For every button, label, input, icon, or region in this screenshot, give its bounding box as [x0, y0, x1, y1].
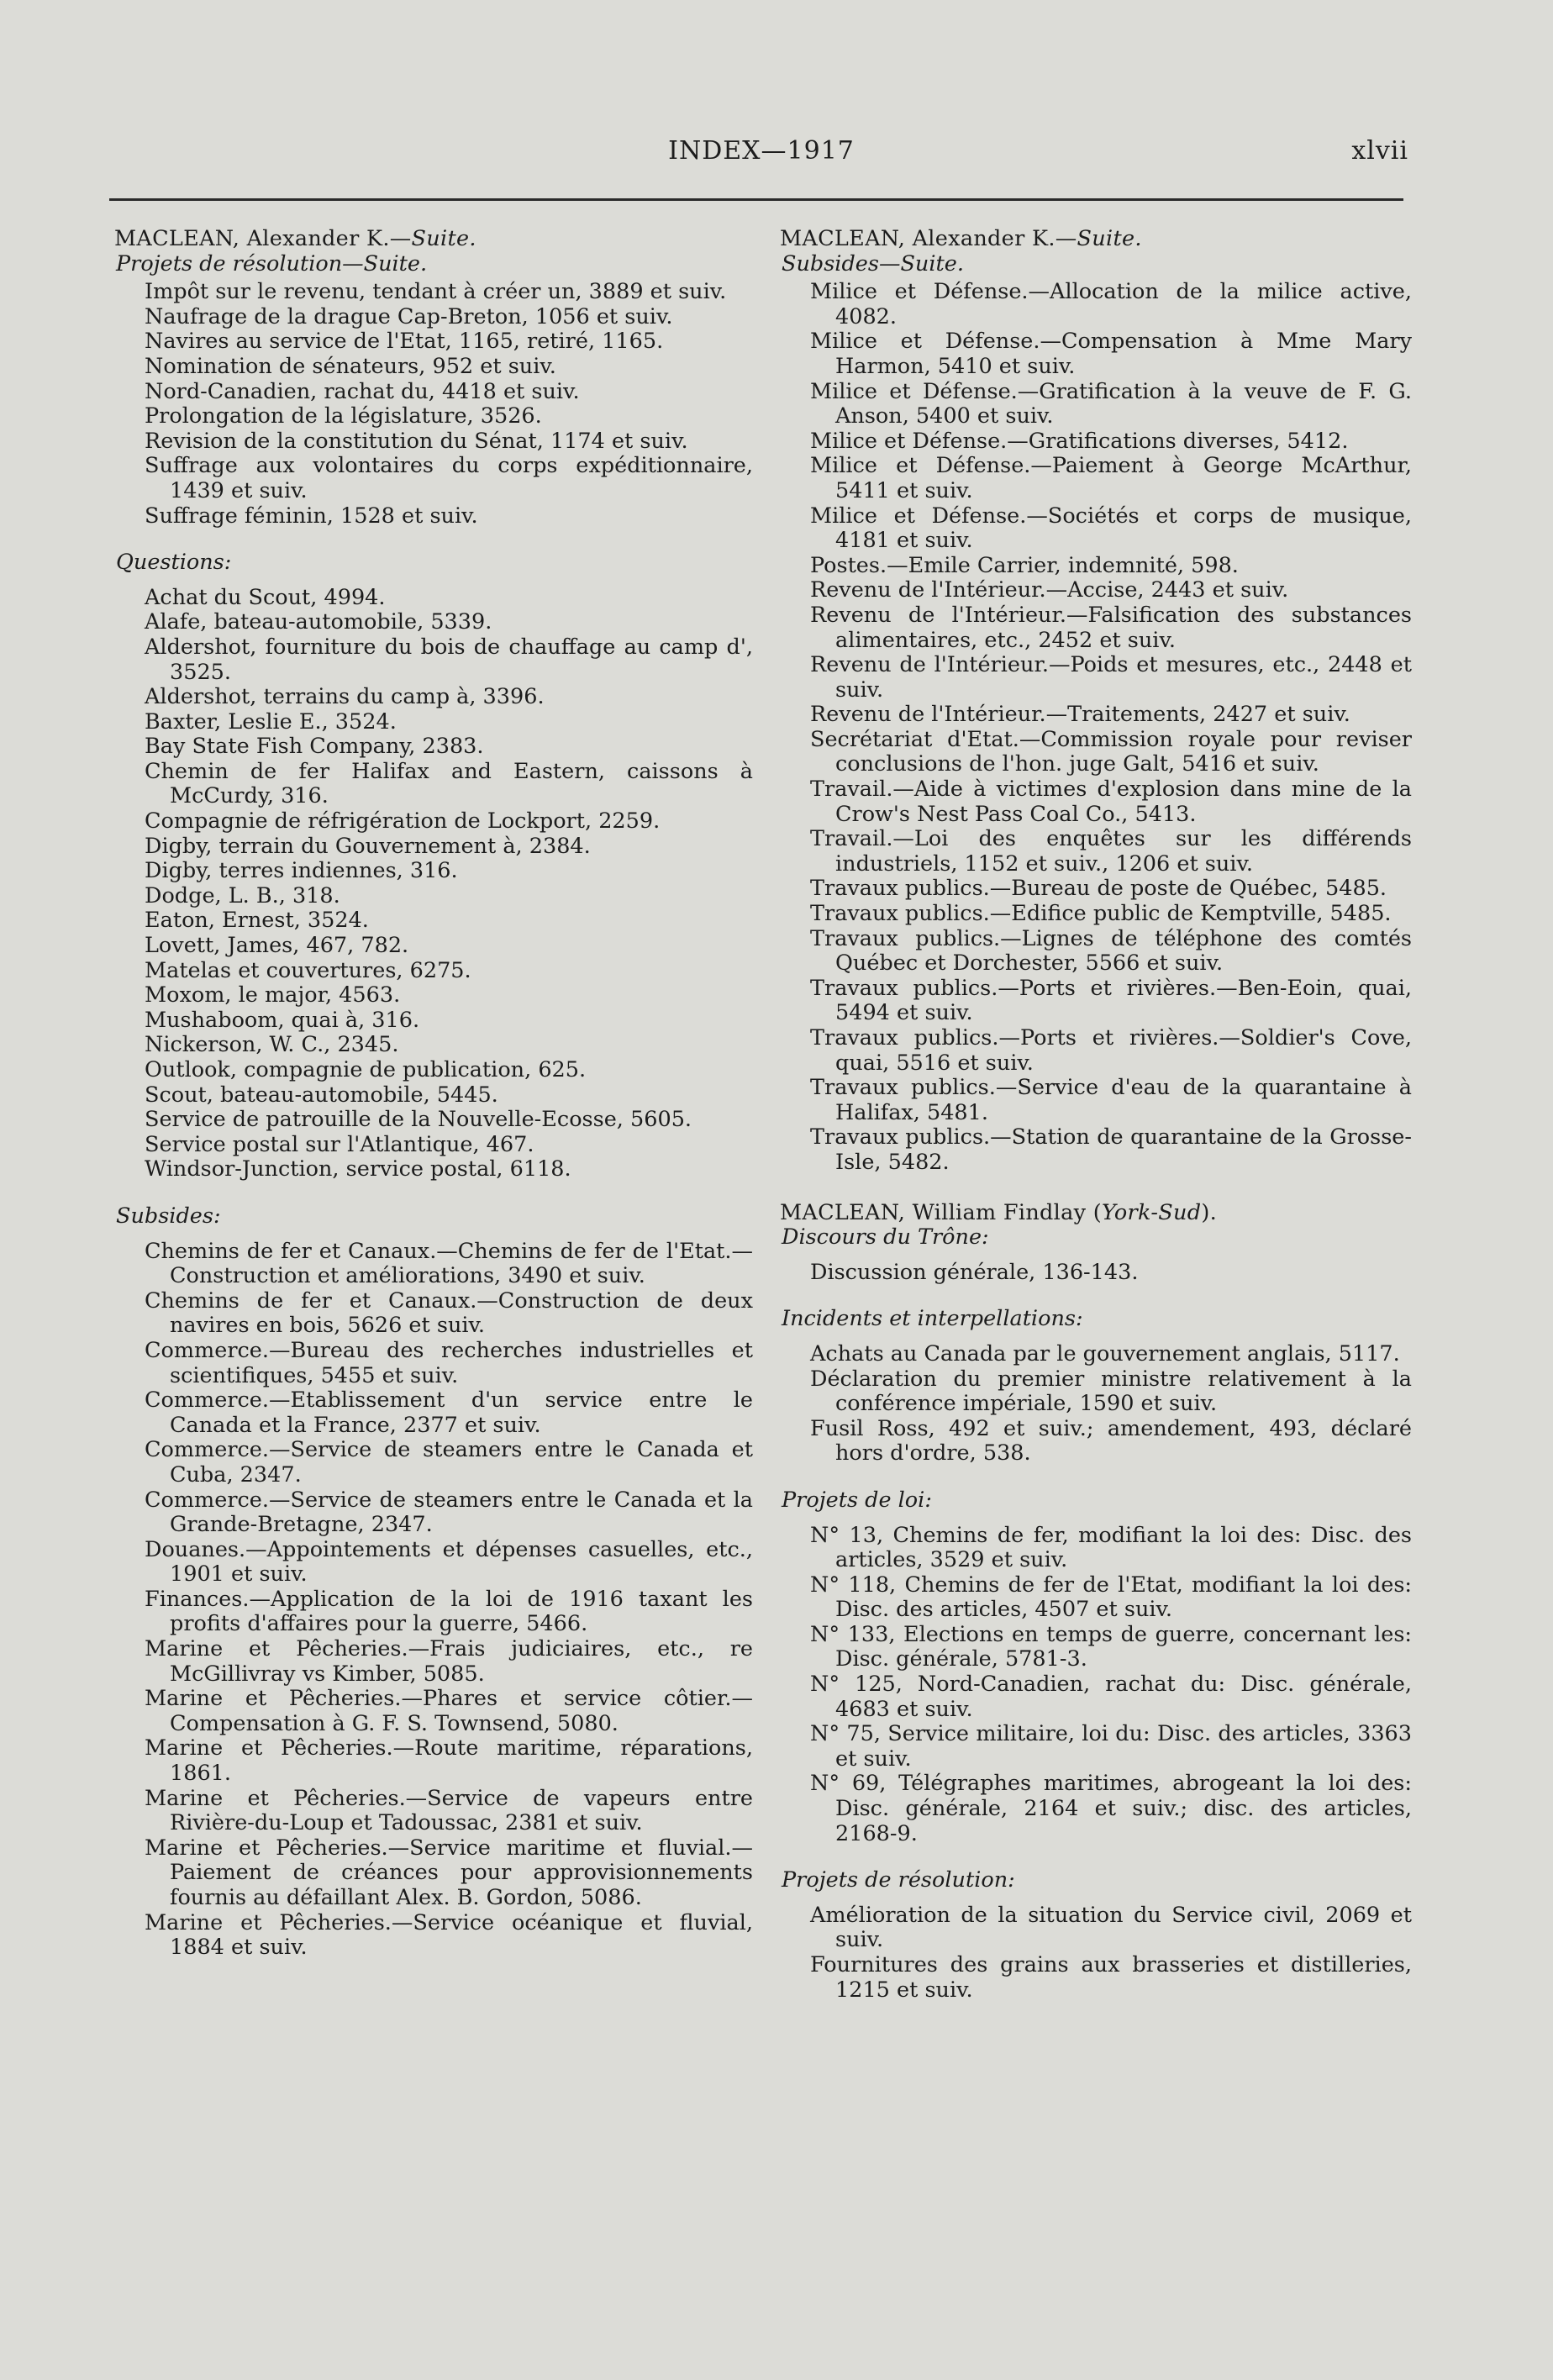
index-entry: Chemins de fer et Canaux.—Construction de deux navires en bois, 5626 et suiv.	[145, 1287, 753, 1339]
subhead-projets-resolution: Projets de résolution—Suite.	[116, 250, 428, 276]
subhead-incidents: Incidents et interpellations:	[782, 1306, 1083, 1332]
index-entry: Service postal sur l'Atlantique, 467.	[145, 1131, 534, 1157]
index-entry: Travail.—Aide à victimes d'explosion dans mine de la Crow's Nest Pass Coal Co., 5413.	[810, 777, 1412, 827]
index-entry: Dodge, L. B., 318.	[145, 882, 340, 908]
index-entry: Commerce.—Bureau des recherches industrielles et scientifiques, 5455 et suiv.	[145, 1337, 753, 1388]
index-entry: Travaux publics.—Ports et rivières.—Soldier's Cove, quai, 5516 et suiv.	[810, 1025, 1412, 1076]
index-entry: Aldershot, fourniture du bois de chauffage au camp d', 3525.	[145, 634, 753, 685]
running-title: INDEX—1917	[668, 136, 855, 166]
group-projets-loi	[780, 1524, 1412, 1847]
index-entry: Navires au service de l'Etat, 1165, retiré, 1165.	[145, 329, 664, 355]
index-entry: Postes.—Emile Carrier, indemnité, 598.	[810, 552, 1239, 578]
index-entry: Lovett, James, 467, 782.	[145, 933, 409, 959]
index-entry: Marine et Pêcheries.—Service maritime et fluvial.—Paiement de créances pour approvisionnements fournis au défaillant Alex. B. Gordon, 5086.	[145, 1835, 753, 1910]
index-entry: Achats au Canada par le gouvernement anglais, 5117.	[810, 1340, 1400, 1366]
index-entry: Suffrage aux volontaires du corps expéditionnaire, 1439 et suiv.	[145, 453, 753, 503]
index-entry: Déclaration du premier ministre relativement à la conférence impériale, 1590 et suiv.	[810, 1366, 1412, 1417]
index-entry: Chemins de fer et Canaux.—Chemins de fer de l'Etat.—Construction et améliorations, 3490 et suiv.	[145, 1238, 753, 1289]
index-entry: Digby, terres indiennes, 316.	[145, 858, 458, 884]
index-entry: Revenu de l'Intérieur.—Falsification des substances alimentaires, etc., 2452 et suiv.	[810, 602, 1412, 653]
group-questions	[114, 586, 753, 1182]
index-entry: Impôt sur le revenu, tendant à créer un, 3889 et suiv.	[145, 279, 727, 305]
index-entry: Fusil Ross, 492 et suiv.; amendement, 493, déclaré hors d'ordre, 538.	[810, 1415, 1412, 1466]
index-entry: Commerce.—Etablissement d'un service entre le Canada et la France, 2377 et suiv.	[145, 1387, 753, 1438]
heading-close: ).	[1201, 1199, 1218, 1225]
index-entry: Travaux publics.—Lignes de téléphone des comtés Québec et Dorchester, 5566 et suiv.	[810, 925, 1412, 977]
index-entry: Milice et Défense.—Gratifications diverses, 5412.	[810, 428, 1349, 454]
index-entry: Travaux publics.—Bureau de poste de Québec, 5485.	[810, 876, 1387, 902]
group-subsides	[114, 1240, 753, 1961]
index-entry: Travaux publics.—Edifice public de Kemptville, 5485.	[810, 901, 1392, 927]
index-entry: Commerce.—Service de steamers entre le Canada et Cuba, 2347.	[145, 1437, 753, 1488]
index-entry: Commerce.—Service de steamers entre le Canada et la Grande-Bretagne, 2347.	[145, 1487, 753, 1538]
index-entry: Scout, bateau-automobile, 5445.	[145, 1082, 498, 1108]
index-entry: Milice et Défense.—Paiement à George McArthur, 5411 et suiv.	[810, 453, 1412, 503]
page-number: xlvii	[1351, 136, 1408, 166]
left-column	[114, 227, 753, 1961]
index-entry: Compagnie de réfrigération de Lockport, 2259.	[145, 808, 661, 835]
index-entry: Baxter, Leslie E., 3524.	[145, 708, 397, 735]
index-entry: Milice et Défense.—Sociétés et corps de musique, 4181 et suiv.	[810, 503, 1412, 554]
index-entry: N° 125, Nord-Canadien, rachat du: Disc. générale, 4683 et suiv.	[810, 1672, 1412, 1722]
index-entry: Revenu de l'Intérieur.—Accise, 2443 et suiv.	[810, 577, 1289, 603]
group-projets-resolution	[114, 280, 753, 529]
index-entry: Marine et Pêcheries.—Service de vapeurs entre Rivière-du-Loup et Tadoussac, 2381 et suiv.	[145, 1785, 753, 1836]
index-entry: Prolongation de la législature, 3526.	[145, 403, 542, 429]
index-entry: Amélioration de la situation du Service civil, 2069 et suiv.	[810, 1902, 1412, 1953]
index-entry: Fournitures des grains aux brasseries et distilleries, 1215 et suiv.	[810, 1952, 1412, 2003]
index-entry: Finances.—Application de la loi de 1916 taxant les profits d'affaires pour la guerre, 5466.	[145, 1586, 753, 1637]
index-entry: Travaux publics.—Service d'eau de la quarantaine à Halifax, 5481.	[810, 1075, 1412, 1125]
index-entry: Eaton, Ernest, 3524.	[145, 908, 369, 934]
index-entry: Revenu de l'Intérieur.—Traitements, 2427 et suiv.	[810, 702, 1350, 728]
heading-riding: York-Sud	[1101, 1199, 1202, 1225]
index-entry: Outlook, compagnie de publication, 625.	[145, 1057, 587, 1082]
index-entry: Alafe, bateau-automobile, 5339.	[145, 609, 492, 635]
index-entry: Douanes.—Appointements et dépenses casuelles, etc., 1901 et suiv.	[145, 1536, 753, 1588]
index-entry: Digby, terrain du Gouvernement à, 2384.	[145, 833, 591, 859]
index-entry: Mushaboom, quai à, 316.	[145, 1007, 420, 1033]
group-discours-trone	[780, 1261, 1412, 1286]
index-entry: Milice et Défense.—Compensation à Mme Mary Harmon, 5410 et suiv.	[810, 329, 1412, 379]
index-entry: Marine et Pêcheries.—Route maritime, réparations, 1861.	[145, 1735, 753, 1787]
index-entry: Achat du Scout, 4994.	[145, 584, 386, 610]
index-entry: Marine et Pêcheries.—Service océanique et fluvial, 1884 et suiv.	[145, 1909, 753, 1961]
index-entry: Discussion générale, 136-143.	[810, 1259, 1139, 1285]
index-entry: N° 118, Chemins de fer de l'Etat, modifiant la loi des: Disc. des articles, 4507 et suiv.	[810, 1572, 1412, 1623]
subhead-projets-loi: Projets de loi:	[782, 1487, 932, 1513]
group-projets-resolution-2	[780, 1903, 1412, 2003]
index-entry: Travaux publics.—Ports et rivières.—Ben-Eoin, quai, 5494 et suiv.	[810, 975, 1412, 1026]
index-entry: Travail.—Loi des enquêtes sur les différends industriels, 1152 et suiv., 1206 et suiv.	[810, 826, 1412, 877]
index-entry: Travaux publics.—Station de quarantaine de la Grosse-Isle, 5482.	[810, 1124, 1412, 1175]
index-entry: N° 133, Elections en temps de guerre, concernant les: Disc. générale, 5781-3.	[810, 1621, 1412, 1672]
right-column	[780, 227, 1412, 2003]
index-entry: Chemin de fer Halifax and Eastern, caissons à McCurdy, 316.	[145, 758, 753, 809]
index-entry: N° 75, Service militaire, loi du: Disc. des articles, 3363 et suiv.	[810, 1721, 1412, 1772]
index-entry: Marine et Pêcheries.—Frais judiciaires, etc., re McGillivray vs Kimber, 5085.	[145, 1636, 753, 1687]
subhead-projets-resolution-2: Projets de résolution:	[782, 1867, 1015, 1893]
index-entry: Naufrage de la drague Cap-Breton, 1056 et suiv.	[145, 303, 673, 329]
heading-name: MACLEAN, Alexander K.—	[780, 226, 1077, 251]
index-entry: Marine et Pêcheries.—Phares et service côtier.—Compensation à G. F. S. Townsend, 5080.	[145, 1686, 753, 1736]
index-entry: Secrétariat d'Etat.—Commission royale pour reviser conclusions de l'hon. juge Galt, 5416 et suiv.	[810, 726, 1412, 777]
index-entry: Milice et Défense.—Allocation de la milice active, 4082.	[810, 279, 1412, 329]
page-header	[114, 133, 1408, 175]
subhead-discours-trone: Discours du Trône:	[782, 1224, 989, 1251]
index-entry: N° 69, Télégraphes maritimes, abrogeant la loi des: Disc. générale, 2164 et suiv.; disc. des articles, 2168-9.	[810, 1771, 1412, 1846]
index-entry: Nickerson, W. C., 2345.	[145, 1032, 399, 1058]
group-incidents	[780, 1342, 1412, 1466]
subhead-questions: Questions:	[116, 550, 232, 576]
index-entry: Bay State Fish Company, 2383.	[145, 734, 484, 760]
index-entry: Nord-Canadien, rachat du, 4418 et suiv.	[145, 378, 580, 404]
index-entry: Aldershot, terrains du camp à, 3396.	[145, 684, 545, 710]
heading-suite: Suite.	[411, 226, 476, 251]
heading-suite: Suite.	[1077, 226, 1142, 251]
index-entry: Matelas et couvertures, 6275.	[145, 957, 471, 983]
index-entry: Suffrage féminin, 1528 et suiv.	[145, 503, 478, 529]
entry-heading-maclean-alexander	[114, 227, 753, 252]
entry-heading-maclean-alexander-cont	[780, 227, 1412, 252]
entry-heading-maclean-william	[780, 1201, 1412, 1226]
index-entry: Revenu de l'Intérieur.—Poids et mesures, etc., 2448 et suiv.	[810, 652, 1412, 703]
index-entry: Milice et Défense.—Gratification à la veuve de F. G. Anson, 5400 et suiv.	[810, 378, 1412, 429]
index-entry: Revision de la constitution du Sénat, 1174 et suiv.	[145, 428, 688, 454]
subhead-subsides: Subsides:	[116, 1203, 221, 1229]
index-entry: Moxom, le major, 4563.	[145, 982, 401, 1008]
heading-name: MACLEAN, William Findlay (	[780, 1199, 1102, 1225]
index-entry: Service de patrouille de la Nouvelle-Ecosse, 5605.	[145, 1107, 692, 1133]
subhead-subsides-suite: Subsides—Suite.	[782, 250, 964, 276]
index-entry: N° 13, Chemins de fer, modifiant la loi des: Disc. des articles, 3529 et suiv.	[810, 1522, 1412, 1573]
index-entry: Windsor-Junction, service postal, 6118.	[145, 1156, 571, 1182]
index-entry: Nomination de sénateurs, 952 et suiv.	[145, 353, 556, 379]
header-rule	[109, 198, 1403, 201]
heading-name: MACLEAN, Alexander K.—	[114, 226, 412, 251]
group-subsides-suite	[780, 280, 1412, 1175]
